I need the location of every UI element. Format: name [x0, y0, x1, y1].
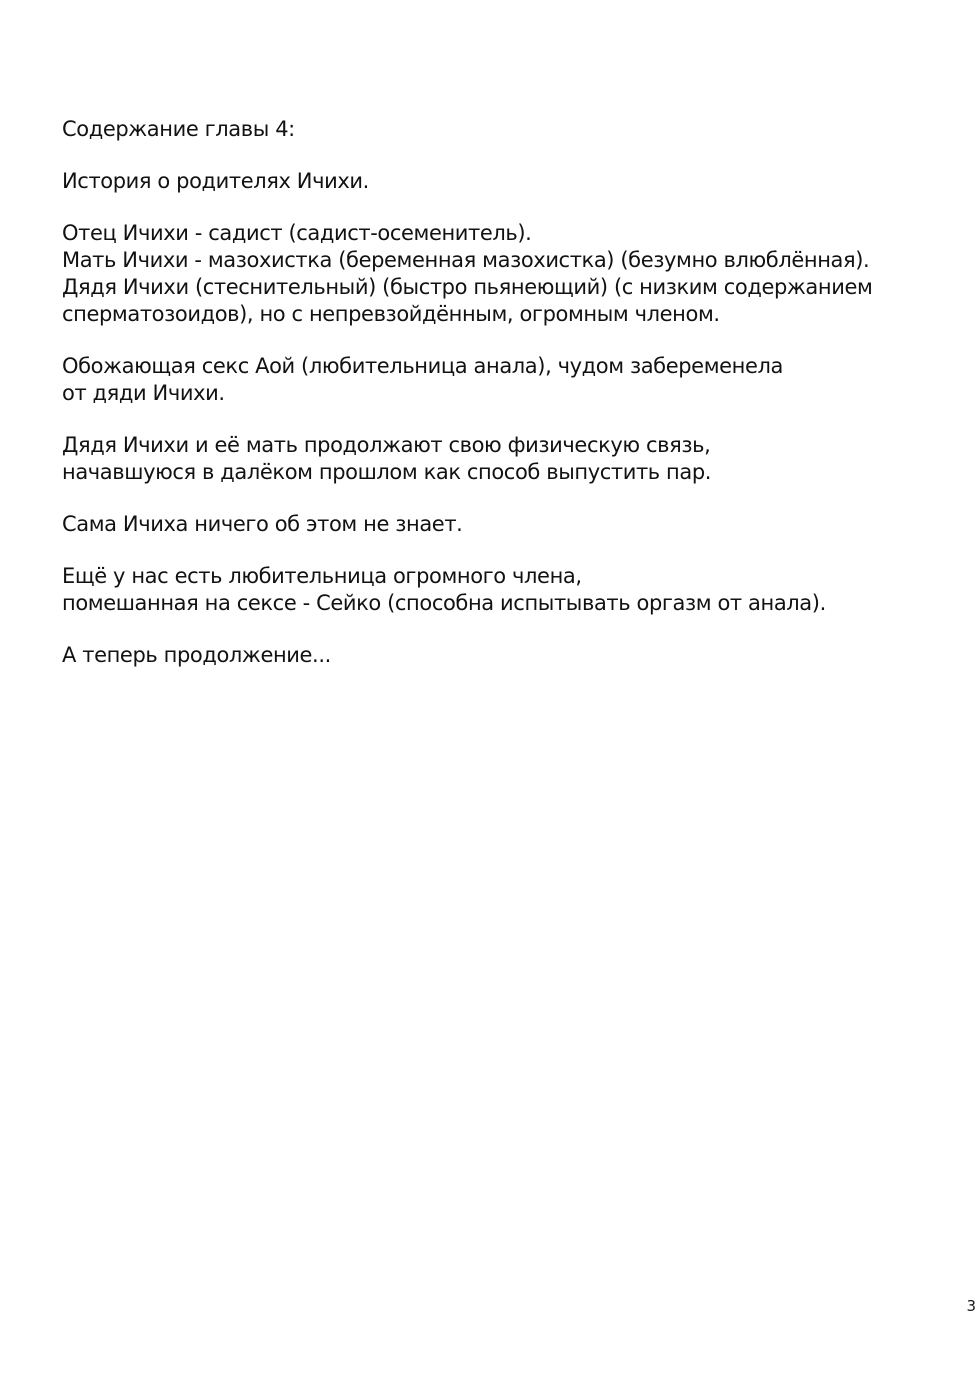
paragraph-seiko	[62, 563, 942, 617]
paragraph-story-intro	[62, 168, 942, 195]
paragraph-family-description	[62, 220, 942, 328]
text-line: Дядя Ичихи и её мать продолжают свою физическую связь,	[62, 433, 711, 457]
paragraph-ichiha	[62, 511, 942, 538]
paragraph-continuation	[62, 642, 942, 669]
text-line: от дяди Ичихи.	[62, 381, 225, 405]
text-line: Отец Ичихи - садист (садист-осеменитель).	[62, 221, 532, 245]
text-line: Дядя Ичихи (стеснительный) (быстро пьянеющий) (с низким содержанием	[62, 275, 873, 299]
text-line: помешанная на сексе - Сейко (способна испытывать оргазм от анала).	[62, 591, 826, 615]
text-line: Ещё у нас есть любительница огромного члена,	[62, 564, 582, 588]
text-line: История о родителях Ичихи.	[62, 169, 369, 193]
text-line: Содержание главы 4:	[62, 117, 295, 141]
text-line: сперматозоидов), но с непревзойдённым, огромным членом.	[62, 302, 720, 326]
text-line: Сама Ичиха ничего об этом не знает.	[62, 512, 463, 536]
text-line: начавшуюся в далёком прошлом как способ выпустить пар.	[62, 460, 712, 484]
text-line: Мать Ичихи - мазохистка (беременная мазохистка) (безумно влюблённая).	[62, 248, 870, 272]
text-line: А теперь продолжение...	[62, 643, 331, 667]
text-line: Обожающая секс Аой (любительница анала), чудом забеременела	[62, 354, 783, 378]
chapter-summary-text	[62, 116, 942, 694]
paragraph-chapter-heading	[62, 116, 942, 143]
paragraph-aoi	[62, 353, 942, 407]
paragraph-uncle-mother	[62, 432, 942, 486]
page-number: 3	[966, 1297, 976, 1315]
